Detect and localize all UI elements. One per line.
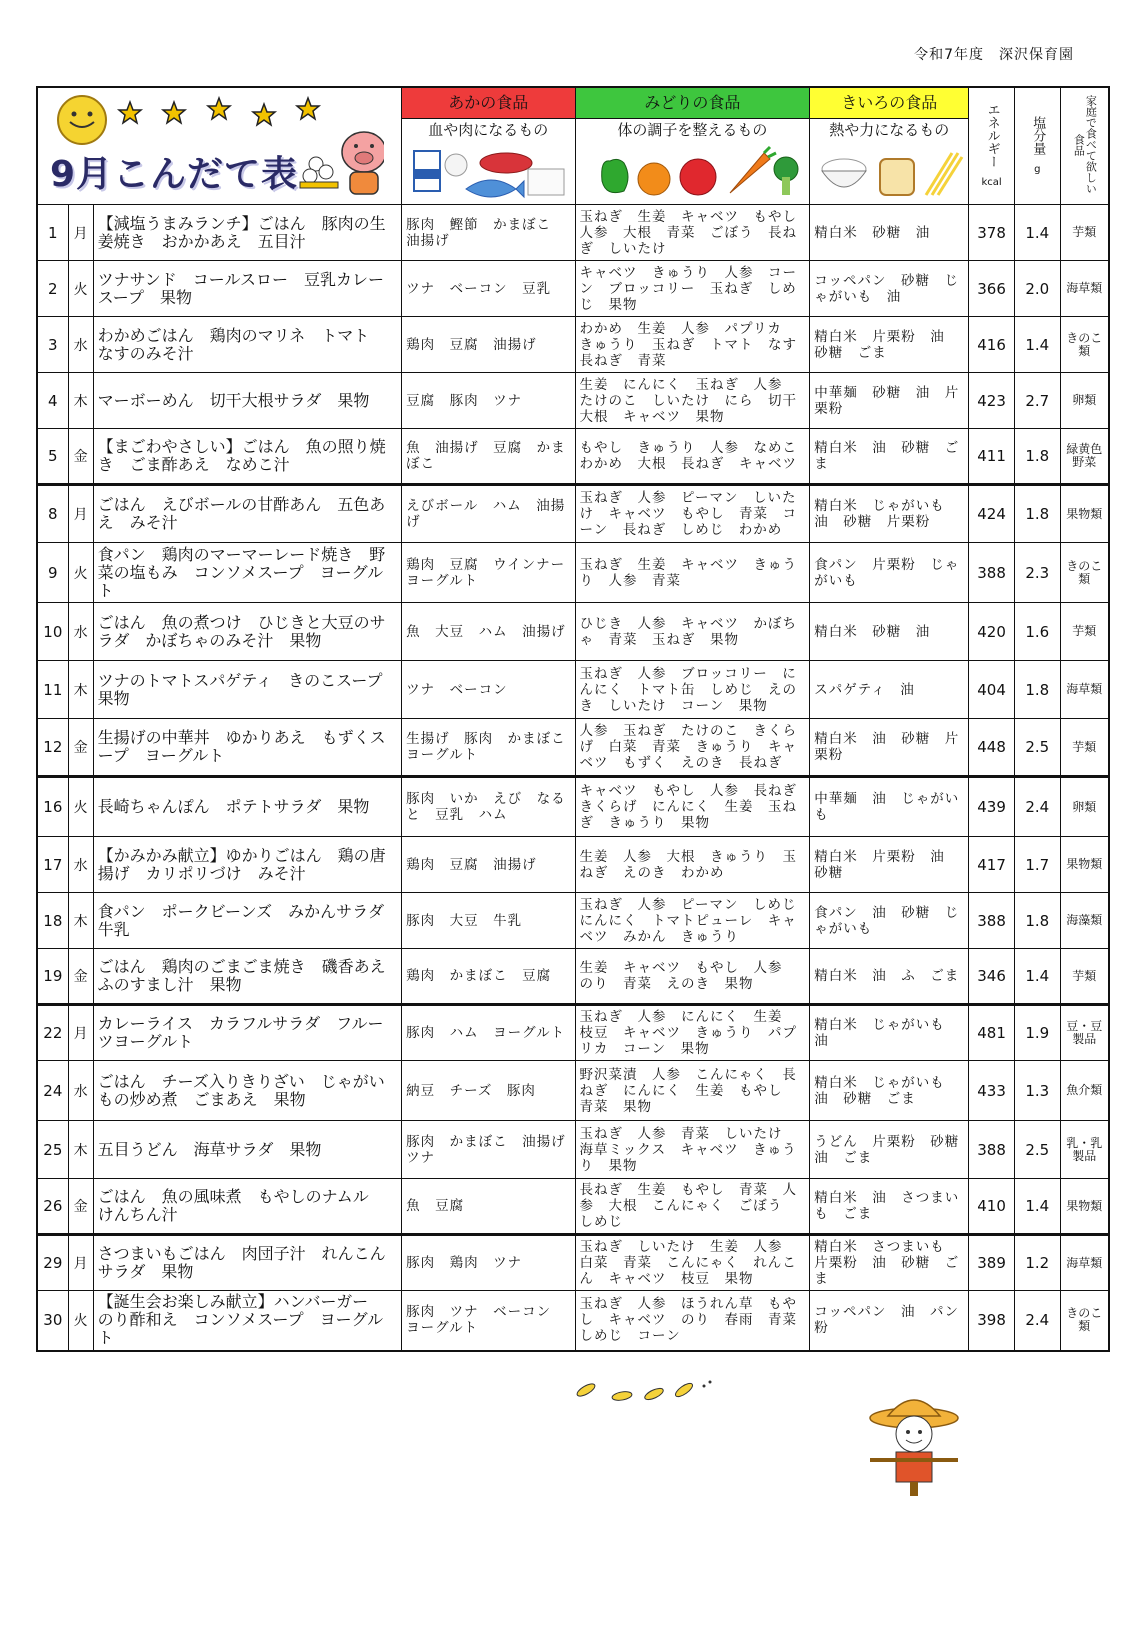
salt-cell: 1.9 [1014, 1005, 1060, 1061]
day-cell: 11 [37, 661, 68, 719]
yellow-group-sub: 熱や力になるもの [829, 121, 950, 139]
home-food-cell: きのこ類 [1060, 1291, 1109, 1351]
meat-fish-icon [406, 141, 571, 203]
green-food-cell: 人参 玉ねぎ たけのこ きくらげ 白菜 青菜 きゅうり キャベツ もずく えのき 長ねぎ [575, 719, 810, 777]
salt-label: 塩分量 [1030, 115, 1046, 155]
green-food-cell: 玉ねぎ 人参 ピーマン しいたけ キャベツ もやし 青菜 コーン 長ねぎ しめじ わかめ [575, 485, 810, 543]
green-food-cell: もやし きゅうり 人参 なめこ わかめ 大根 長ねぎ キャベツ [575, 429, 810, 485]
energy-cell: 423 [969, 373, 1015, 429]
table-row [37, 719, 1109, 777]
yellow-food-cell: 精白米 砂糖 油 [810, 205, 969, 261]
day-cell: 4 [37, 373, 68, 429]
table-row [37, 777, 1109, 837]
weekday-cell: 月 [68, 1005, 93, 1061]
yellow-food-cell: 精白米 片栗粉 油 砂糖 ごま [810, 317, 969, 373]
red-food-cell: 豆腐 豚肉 ツナ [402, 373, 575, 429]
salt-header [1014, 87, 1060, 205]
day-cell: 24 [37, 1061, 68, 1121]
yellow-food-cell: 精白米 油 砂糖 片栗粉 [810, 719, 969, 777]
weekday-cell: 水 [68, 1061, 93, 1121]
day-cell: 16 [37, 777, 68, 837]
home-food-cell: 海草類 [1060, 661, 1109, 719]
menu-cell: さつまいもごはん 肉団子汁 れんこんサラダ 果物 [93, 1235, 402, 1291]
salt-cell: 1.2 [1014, 1235, 1060, 1291]
table-row [37, 261, 1109, 317]
red-food-cell: 鶏肉 豆腐 ウインナー ヨーグルト [402, 543, 575, 603]
energy-cell: 439 [969, 777, 1015, 837]
weekday-cell: 木 [68, 373, 93, 429]
green-food-cell: キャベツ もやし 人参 長ねぎ きくらげ にんにく 生姜 玉ねぎ きゅうり 果物 [575, 777, 810, 837]
energy-cell: 388 [969, 893, 1015, 949]
green-food-cell: 玉ねぎ 人参 ピーマン しめじ にんにく トマトピューレ キャベツ みかん きゅうり [575, 893, 810, 949]
day-cell: 17 [37, 837, 68, 893]
dragonfly-icon [572, 1376, 722, 1416]
home-food-cell: 海藻類 [1060, 893, 1109, 949]
red-food-cell: 豚肉 いか えび なると 豆乳 ハム [402, 777, 575, 837]
menu-cell: 【減塩うまみランチ】ごはん 豚肉の生姜焼き おかかあえ 五目汁 [93, 205, 402, 261]
yellow-food-cell: 精白米 じゃがいも 油 [810, 1005, 969, 1061]
menu-cell: 【まごわやさしい】ごはん 魚の照り焼き ごま酢あえ なめこ汁 [93, 429, 402, 485]
green-food-cell: 玉ねぎ 人参 ほうれん草 もやし キャベツ のり 春雨 青菜 しめじ コーン [575, 1291, 810, 1351]
table-row [37, 661, 1109, 719]
table-row [37, 543, 1109, 603]
day-cell: 22 [37, 1005, 68, 1061]
green-food-cell: わかめ 生姜 人参 パプリカ きゅうり 玉ねぎ トマト なす 長ねぎ 青菜 [575, 317, 810, 373]
red-food-cell: 魚 大豆 ハム 油揚げ [402, 603, 575, 661]
yellow-food-cell: 中華麺 砂糖 油 片栗粉 [810, 373, 969, 429]
menu-cell: ごはん えびボールの甘酢あん 五色あえ みそ汁 [93, 485, 402, 543]
salt-cell: 1.4 [1014, 317, 1060, 373]
day-cell: 29 [37, 1235, 68, 1291]
salt-cell: 1.4 [1014, 1179, 1060, 1235]
day-cell: 5 [37, 429, 68, 485]
salt-cell: 1.8 [1014, 893, 1060, 949]
red-food-cell: 魚 油揚げ 豆腐 かまぼこ [402, 429, 575, 485]
energy-cell: 416 [969, 317, 1015, 373]
red-group-sub: 血や肉になるもの [428, 121, 549, 139]
red-food-cell: 豚肉 鰹節 かまぼこ 油揚げ [402, 205, 575, 261]
red-food-cell: 豚肉 ハム ヨーグルト [402, 1005, 575, 1061]
green-group-name: みどりの食品 [576, 88, 810, 119]
salt-cell: 1.7 [1014, 837, 1060, 893]
red-food-cell: ツナ ベーコン 豆乳 [402, 261, 575, 317]
home-food-cell: きのこ類 [1060, 543, 1109, 603]
menu-cell: マーボーめん 切干大根サラダ 果物 [93, 373, 402, 429]
day-cell: 25 [37, 1121, 68, 1179]
yellow-food-cell: 食パン 片栗粉 じゃがいも [810, 543, 969, 603]
yellow-food-cell: スパゲティ 油 [810, 661, 969, 719]
red-food-cell: 鶏肉 豆腐 油揚げ [402, 317, 575, 373]
day-cell: 18 [37, 893, 68, 949]
table-row [37, 373, 1109, 429]
menu-cell: 【誕生会お楽しみ献立】ハンバーガー のり酢和え コンソメスープ ヨーグルト [93, 1291, 402, 1351]
salt-cell: 1.4 [1014, 949, 1060, 1005]
table-row [37, 949, 1109, 1005]
home-food-cell: 緑黄色野菜 [1060, 429, 1109, 485]
menu-cell: ツナのトマトスパゲティ きのこスープ 果物 [93, 661, 402, 719]
weekday-cell: 木 [68, 661, 93, 719]
menu-cell: 生揚げの中華丼 ゆかりあえ もずくスープ ヨーグルト [93, 719, 402, 777]
yellow-food-cell: 精白米 油 さつまいも ごま [810, 1179, 969, 1235]
salt-cell: 1.8 [1014, 661, 1060, 719]
energy-cell: 481 [969, 1005, 1015, 1061]
table-row [37, 1235, 1109, 1291]
energy-cell: 448 [969, 719, 1015, 777]
scarecrow-icon [860, 1388, 970, 1498]
menu-cell: 食パン 鶏肉のマーマーレード焼き 野菜の塩もみ コンソメスープ ヨーグルト [93, 543, 402, 603]
table-row [37, 485, 1109, 543]
menu-cell: 食パン ポークビーンズ みかんサラダ 牛乳 [93, 893, 402, 949]
day-cell: 10 [37, 603, 68, 661]
menu-body [37, 205, 1109, 1351]
day-cell: 30 [37, 1291, 68, 1351]
energy-cell: 420 [969, 603, 1015, 661]
yellow-food-cell: 精白米 油 ふ ごま [810, 949, 969, 1005]
salt-cell: 2.4 [1014, 1291, 1060, 1351]
salt-cell: 2.4 [1014, 777, 1060, 837]
green-group-sub: 体の調子を整えるもの [617, 121, 768, 139]
vegetables-icon [580, 141, 804, 203]
table-row [37, 603, 1109, 661]
green-food-cell: 野沢菜漬 人参 こんにゃく 長ねぎ にんにく 生姜 もやし 青菜 果物 [575, 1061, 810, 1121]
green-food-cell: 生姜 にんにく 玉ねぎ 人参 たけのこ しいたけ にら 切干大根 キャベツ 果物 [575, 373, 810, 429]
salt-cell: 1.4 [1014, 205, 1060, 261]
salt-cell: 2.7 [1014, 373, 1060, 429]
energy-cell: 346 [969, 949, 1015, 1005]
yellow-food-cell: うどん 片栗粉 砂糖 油 ごま [810, 1121, 969, 1179]
salt-cell: 1.6 [1014, 603, 1060, 661]
green-food-cell: 玉ねぎ 生姜 キャベツ もやし 人参 大根 青菜 ごぼう 長ねぎ しいたけ [575, 205, 810, 261]
energy-cell: 410 [969, 1179, 1015, 1235]
weekday-cell: 火 [68, 1291, 93, 1351]
red-food-cell: 豚肉 大豆 牛乳 [402, 893, 575, 949]
green-group-header [575, 87, 810, 205]
rice-bread-noodles-icon [814, 141, 965, 203]
yellow-food-cell: 食パン 油 砂糖 じゃがいも [810, 893, 969, 949]
green-food-cell: 玉ねぎ 生姜 キャベツ きゅうり 人参 青菜 [575, 543, 810, 603]
day-cell: 26 [37, 1179, 68, 1235]
day-cell: 8 [37, 485, 68, 543]
energy-cell: 389 [969, 1235, 1015, 1291]
salt-cell: 1.8 [1014, 429, 1060, 485]
table-row [37, 1291, 1109, 1351]
salt-cell: 1.3 [1014, 1061, 1060, 1121]
menu-cell: ごはん 鶏肉のごまごま焼き 磯香あえ ふのすまし汁 果物 [93, 949, 402, 1005]
weekday-cell: 火 [68, 777, 93, 837]
weekday-cell: 金 [68, 429, 93, 485]
green-food-cell: 玉ねぎ しいたけ 生姜 人参 白菜 青菜 こんにゃく れんこん キャベツ 枝豆 果物 [575, 1235, 810, 1291]
green-food-cell: キャベツ きゅうり 人参 コーン ブロッコリー 玉ねぎ しめじ 果物 [575, 261, 810, 317]
green-food-cell: 玉ねぎ 人参 にんにく 生姜 枝豆 キャベツ きゅうり パプリカ コーン 果物 [575, 1005, 810, 1061]
red-food-cell: 豚肉 鶏肉 ツナ [402, 1235, 575, 1291]
red-food-cell: 鶏肉 豆腐 油揚げ [402, 837, 575, 893]
energy-header [969, 87, 1015, 205]
weekday-cell: 水 [68, 837, 93, 893]
weekday-cell: 月 [68, 1235, 93, 1291]
energy-label: エネルギー [984, 102, 1000, 168]
yellow-food-cell: 精白米 さつまいも 片栗粉 油 砂糖 ごま [810, 1235, 969, 1291]
red-food-cell: 魚 豆腐 [402, 1179, 575, 1235]
menu-cell: 【かみかみ献立】ゆかりごはん 鶏の唐揚げ カリポリづけ みそ汁 [93, 837, 402, 893]
salt-cell: 2.0 [1014, 261, 1060, 317]
red-food-cell: 納豆 チーズ 豚肉 [402, 1061, 575, 1121]
red-food-cell: 豚肉 かまぼこ 油揚げ ツナ [402, 1121, 575, 1179]
home-food-cell: 芋類 [1060, 949, 1109, 1005]
home-food-cell: 卵類 [1060, 777, 1109, 837]
home-food-cell: 乳・乳製品 [1060, 1121, 1109, 1179]
yellow-food-cell: 精白米 片栗粉 油 砂糖 [810, 837, 969, 893]
yellow-food-cell: 中華麺 油 じゃがいも [810, 777, 969, 837]
page-title: 9月こんだて表 [50, 154, 299, 195]
day-cell: 2 [37, 261, 68, 317]
home-food-label: 家庭で食べて欲しい食品 [1072, 95, 1098, 194]
menu-cell: カレーライス カラフルサラダ フルーツヨーグルト [93, 1005, 402, 1061]
energy-cell: 404 [969, 661, 1015, 719]
day-cell: 19 [37, 949, 68, 1005]
salt-cell: 2.5 [1014, 719, 1060, 777]
home-food-cell: 芋類 [1060, 205, 1109, 261]
menu-cell: わかめごはん 鶏肉のマリネ トマト なすのみそ汁 [93, 317, 402, 373]
table-row [37, 837, 1109, 893]
menu-cell: ごはん 魚の煮つけ ひじきと大豆のサラダ かぼちゃのみそ汁 果物 [93, 603, 402, 661]
energy-cell: 424 [969, 485, 1015, 543]
yellow-group-header [810, 87, 969, 205]
yellow-food-cell: コッペパン 油 パン粉 [810, 1291, 969, 1351]
salt-cell: 1.8 [1014, 485, 1060, 543]
yellow-food-cell: 精白米 砂糖 油 [810, 603, 969, 661]
home-food-header [1060, 87, 1109, 205]
home-food-cell: 魚介類 [1060, 1061, 1109, 1121]
weekday-cell: 金 [68, 719, 93, 777]
menu-cell: ごはん 魚の風味煮 もやしのナムル けんちん汁 [93, 1179, 402, 1235]
home-food-cell: 芋類 [1060, 719, 1109, 777]
weekday-cell: 水 [68, 317, 93, 373]
weekday-cell: 金 [68, 1179, 93, 1235]
green-food-cell: 生姜 キャベツ もやし 人参 のり 青菜 えのき 果物 [575, 949, 810, 1005]
menu-cell: 五目うどん 海草サラダ 果物 [93, 1121, 402, 1179]
yellow-group-name: きいろの食品 [810, 88, 968, 119]
red-food-cell: 生揚げ 豚肉 かまぼこ ヨーグルト [402, 719, 575, 777]
table-row [37, 1179, 1109, 1235]
weekday-cell: 火 [68, 543, 93, 603]
table-row [37, 429, 1109, 485]
energy-cell: 378 [969, 205, 1015, 261]
menu-table [36, 86, 1110, 1352]
red-food-cell: ツナ ベーコン [402, 661, 575, 719]
menu-cell: 長崎ちゃんぽん ポテトサラダ 果物 [93, 777, 402, 837]
energy-cell: 388 [969, 1121, 1015, 1179]
table-row [37, 205, 1109, 261]
energy-cell: 366 [969, 261, 1015, 317]
green-food-cell: 玉ねぎ 人参 青菜 しいたけ 海草ミックス キャベツ きゅうり 果物 [575, 1121, 810, 1179]
menu-cell: ごはん チーズ入りきりざい じゃがいもの炒め煮 ごまあえ 果物 [93, 1061, 402, 1121]
menu-cell: ツナサンド コールスロー 豆乳カレースープ 果物 [93, 261, 402, 317]
home-food-cell: 果物類 [1060, 837, 1109, 893]
yellow-food-cell: コッペパン 砂糖 じゃがいも 油 [810, 261, 969, 317]
salt-cell: 2.3 [1014, 543, 1060, 603]
home-food-cell: 果物類 [1060, 485, 1109, 543]
day-cell: 9 [37, 543, 68, 603]
day-cell: 1 [37, 205, 68, 261]
table-row [37, 1061, 1109, 1121]
weekday-cell: 木 [68, 1121, 93, 1179]
salt-cell: 2.5 [1014, 1121, 1060, 1179]
home-food-cell: 卵類 [1060, 373, 1109, 429]
red-food-cell: 豚肉 ツナ ベーコン ヨーグルト [402, 1291, 575, 1351]
weekday-cell: 木 [68, 893, 93, 949]
yellow-food-cell: 精白米 じゃがいも 油 砂糖 ごま [810, 1061, 969, 1121]
day-cell: 3 [37, 317, 68, 373]
green-food-cell: ひじき 人参 キャベツ かぼちゃ 青菜 玉ねぎ 果物 [575, 603, 810, 661]
weekday-cell: 月 [68, 485, 93, 543]
red-group-header [402, 87, 575, 205]
weekday-cell: 火 [68, 261, 93, 317]
energy-cell: 398 [969, 1291, 1015, 1351]
home-food-cell: 海草類 [1060, 261, 1109, 317]
energy-cell: 411 [969, 429, 1015, 485]
day-cell: 12 [37, 719, 68, 777]
home-food-cell: 芋類 [1060, 603, 1109, 661]
home-food-cell: 果物類 [1060, 1179, 1109, 1235]
green-food-cell: 生姜 人参 大根 きゅうり 玉ねぎ えのき わかめ [575, 837, 810, 893]
red-group-name: あかの食品 [402, 88, 574, 119]
yellow-food-cell: 精白米 油 砂糖 ごま [810, 429, 969, 485]
table-row [37, 893, 1109, 949]
home-food-cell: きのこ類 [1060, 317, 1109, 373]
table-row [37, 1005, 1109, 1061]
weekday-cell: 金 [68, 949, 93, 1005]
red-food-cell: 鶏肉 かまぼこ 豆腐 [402, 949, 575, 1005]
green-food-cell: 玉ねぎ 人参 ブロッコリー にんにく トマト缶 しめじ えのき しいたけ コーン 果物 [575, 661, 810, 719]
energy-cell: 388 [969, 543, 1015, 603]
energy-unit: kcal [981, 176, 1002, 188]
organization-label: 令和7年度 深沢保育園 [914, 47, 1074, 63]
table-row [37, 1121, 1109, 1179]
home-food-cell: 豆・豆製品 [1060, 1005, 1109, 1061]
yellow-food-cell: 精白米 じゃがいも 油 砂糖 片栗粉 [810, 485, 969, 543]
energy-cell: 433 [969, 1061, 1015, 1121]
table-row [37, 317, 1109, 373]
energy-cell: 417 [969, 837, 1015, 893]
weekday-cell: 月 [68, 205, 93, 261]
green-food-cell: 長ねぎ 生姜 もやし 青菜 人参 大根 こんにゃく ごぼう しめじ [575, 1179, 810, 1235]
home-food-cell: 海草類 [1060, 1235, 1109, 1291]
title-header [37, 87, 402, 205]
red-food-cell: えびボール ハム 油揚げ [402, 485, 575, 543]
weekday-cell: 水 [68, 603, 93, 661]
salt-unit: g [1034, 163, 1041, 175]
